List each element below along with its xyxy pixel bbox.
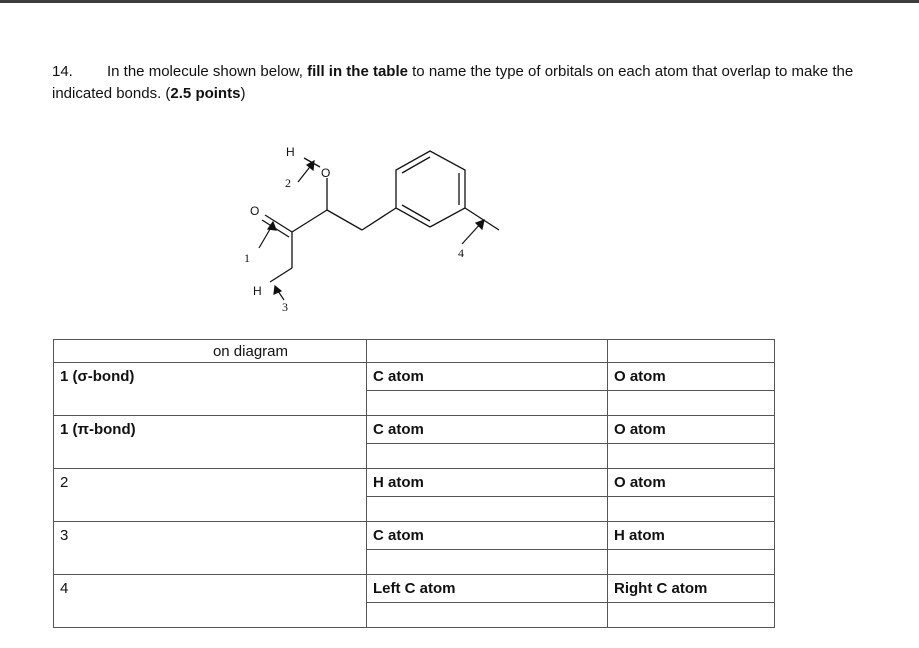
answer-cell-atom-b[interactable] <box>608 550 775 575</box>
atom-b-label: Right C atom <box>608 575 775 603</box>
bond-arrows <box>259 161 484 300</box>
skeleton-bonds <box>262 151 499 282</box>
answer-cell-atom-b[interactable] <box>608 391 775 416</box>
question-text-middle: to name the type of orbitals on each atom that overlap to make the indicated bonds. ( <box>52 63 854 102</box>
question-bold-instruction: fill in the table <box>307 63 408 80</box>
answer-cell-atom-a[interactable] <box>367 391 608 416</box>
answer-cell-atom-b[interactable] <box>608 603 775 628</box>
table-answer-row <box>54 444 775 469</box>
arrow-bond-3-head <box>274 286 281 294</box>
atom-a-label: Left C atom <box>367 575 608 603</box>
table-answer-row <box>54 391 775 416</box>
bond-cell-blank <box>54 603 367 628</box>
table-header-row <box>54 340 775 363</box>
answer-cell-atom-a[interactable] <box>367 603 608 628</box>
table-answer-row <box>54 550 775 575</box>
answer-cell-atom-a[interactable] <box>367 550 608 575</box>
atom-h-hydroxyl: H <box>286 145 295 159</box>
atom-o-carbonyl: O <box>250 204 260 218</box>
table-row <box>54 416 775 444</box>
atom-o-hydroxyl: O <box>321 166 331 180</box>
answer-cell-atom-b[interactable] <box>608 497 775 522</box>
atom-a-label: C atom <box>367 416 608 444</box>
table-row <box>54 575 775 603</box>
answer-cell-atom-b[interactable] <box>608 444 775 469</box>
chain-bond-2 <box>327 210 362 230</box>
chain-bond <box>292 210 327 232</box>
question-prompt <box>52 61 892 105</box>
atom-b-label: O atom <box>608 469 775 497</box>
atom-a-label: H atom <box>367 469 608 497</box>
benzene-ring <box>396 151 465 227</box>
benzyl-bond <box>362 208 396 230</box>
question-text-start: In the molecule shown below, <box>107 63 308 80</box>
atom-b-label: H atom <box>608 522 775 550</box>
header-on-diagram: on diagram <box>54 340 367 363</box>
table-row <box>54 363 775 391</box>
bond-label-cell: 1 (π-bond) <box>54 416 367 444</box>
table-row <box>54 469 775 497</box>
table-row <box>54 522 775 550</box>
atom-b-label: O atom <box>608 363 775 391</box>
top-border <box>0 0 919 3</box>
bond-cell-blank <box>54 497 367 522</box>
bond-label-2: 2 <box>285 176 291 190</box>
answer-cell-atom-a[interactable] <box>367 444 608 469</box>
answer-cell-atom-a[interactable] <box>367 497 608 522</box>
bond-label-cell: 1 (σ-bond) <box>54 363 367 391</box>
molecule-diagram <box>220 140 520 325</box>
c-h-bond <box>270 268 292 282</box>
bond-label-cell: 3 <box>54 522 367 550</box>
bond-label-4: 4 <box>458 246 464 260</box>
question-points: 2.5 points <box>170 85 241 102</box>
bond-label-cell: 4 <box>54 575 367 603</box>
question-closing: ) <box>240 85 246 102</box>
bond-label-1: 1 <box>244 251 250 265</box>
question-number: 14. <box>52 63 73 80</box>
header-blank-b <box>608 340 775 363</box>
arrow-bond-1-head <box>268 222 276 230</box>
atom-a-label: C atom <box>367 363 608 391</box>
header-blank-a <box>367 340 608 363</box>
bond-cell-blank <box>54 444 367 469</box>
table-answer-row <box>54 497 775 522</box>
orbital-table <box>53 339 775 628</box>
bond-label-cell: 2 <box>54 469 367 497</box>
bond-cell-blank <box>54 550 367 575</box>
bond-cell-blank <box>54 391 367 416</box>
table-answer-row <box>54 603 775 628</box>
atom-a-label: C atom <box>367 522 608 550</box>
atom-b-label: O atom <box>608 416 775 444</box>
atom-h-methylene: H <box>253 284 262 298</box>
bond-label-3: 3 <box>282 300 288 314</box>
